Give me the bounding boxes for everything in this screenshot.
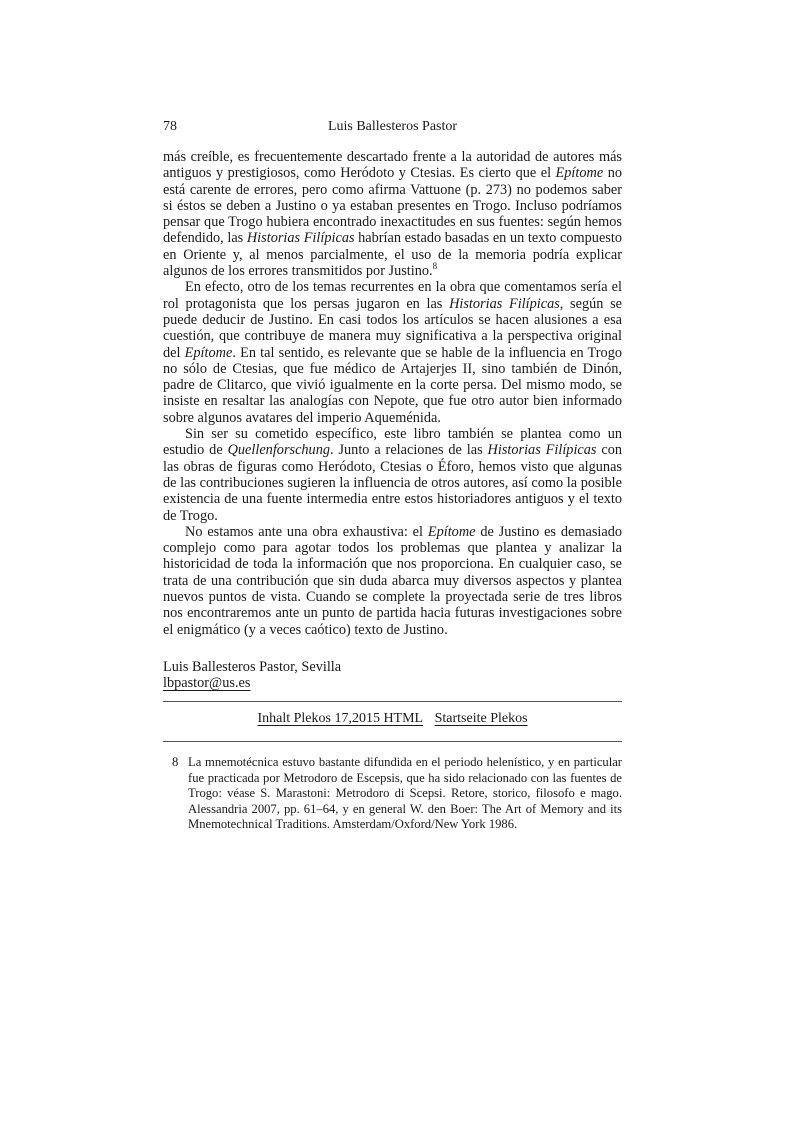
home-link[interactable]: Startseite Plekos: [434, 711, 528, 726]
text-run: Sin ser su cometido específico, este libro también se plantea como un estudio de: [163, 426, 622, 459]
text-run: no está carente de errores, pero como afirma Vattuone (p. 273) no podemos saber si éstos se deben a Justino o ya estaban presentes en Trogo. Incluso podríamos pensar que Trogo hubiera encontrado inexactitudes en sus fuentes: según hemos defendido, las: [163, 165, 622, 247]
footnote-text: La mnemotécnica estuvo bastante difundida en el periodo helenístico, y en particular fue practicada por Metrodoro de Escepsis, que ha sido relacionado con las fuentes de Trogo: véase S. Marastoni: Metrodoro di Scepsi. Retore, storico, filosofo e mago. Alessandria 2007, pp. 61–64, y en general W. den Boer: The Art of Memory and its Mnemotechnical Traditions. Amsterdam/Oxford/New York 1986.: [188, 755, 622, 831]
italic-text: Epítome: [555, 165, 604, 182]
running-title: Luis Ballesteros Pastor: [327, 119, 458, 134]
italic-text: Epítome: [184, 344, 233, 361]
article-body: [163, 149, 622, 638]
author-name: Luis Ballesteros Pastor, Sevilla: [163, 659, 342, 675]
author-email-link[interactable]: lbpastor@us.es: [163, 675, 251, 692]
divider: [163, 701, 622, 702]
text-run: En efecto, otro de los temas recurrentes en la obra que comentamos sería el rol protagonista que los persas jugaron en las: [163, 279, 622, 312]
text-run: de Justino es demasiado complejo como para agotar todos los problemas que plantea y analizar la historicidad de toda la información que nos proporciona. En cualquier caso, se trata de una contribución que sin duda abarca muy diversos aspectos y plantea nuevos puntos de vista. Cuando se complete la proyectada serie de tres libros nos encontraremos ante un punto de partida hacia futuras investigaciones sobre el enigmático (y a veces caótico) texto de Justino.: [163, 523, 622, 638]
page-number: 78: [163, 119, 177, 134]
italic-text: Historias Filípicas: [246, 230, 355, 247]
text-run: habrían estado basadas en un texto compuesto en Oriente y, al menos parcialmente, el uso de la memoria podría explicar algunos de los errores transmitidos por Justino.: [163, 230, 622, 280]
text-run: . En tal sentido, es relevante que se hable de la influencia en Trogo no sólo de Ctesias, que fue médico de Artajerjes II, sino también de Dinón, padre de Clitarco, que vivió igualmente en la corte persa. Del mismo modo, se insiste en resaltar las analogías con Nepote, que fue otro autor bien informado sobre algunos avatares del imperio Aqueménida.: [163, 344, 622, 426]
italic-text: Historias Filípicas: [449, 295, 560, 312]
paragraph: [163, 149, 622, 279]
italic-text: Epítome: [427, 523, 476, 540]
footnote-number: 8: [172, 755, 179, 769]
text-run: No estamos ante una obra exhaustiva: el: [185, 523, 428, 540]
paragraph: [163, 279, 622, 426]
text-run: más creíble, es frecuentemente descartado frente a la autoridad de autores más antiguos y prestigiosos, como Heródoto y Ctesias. Es cierto que el: [163, 149, 622, 182]
contents-link[interactable]: Inhalt Plekos 17,2015 HTML: [257, 711, 424, 726]
footnote: [163, 755, 622, 833]
signature-block: [163, 659, 341, 692]
paragraph: [163, 426, 622, 524]
text-run: . Junto a relaciones de las: [330, 442, 488, 459]
nav-links: [163, 711, 622, 727]
paragraph: [163, 524, 622, 638]
italic-text: Quellenforschung: [227, 442, 331, 459]
text-run: , según se puede deducir de Justino. En casi todos los artículos se hacen alusiones a esa cuestión, que contribuye de manera muy significativa a la perspectiva original del: [163, 295, 622, 361]
text-run: con las obras de figuras como Heródoto, Ctesias o Éforo, hemos visto que algunas de las contribuciones sugieren la influencia de otros autores, así como la posible existencia de una fuente intermedia entre estos historiadores antiguos y el texto de Trogo.: [163, 442, 623, 524]
footnote-ref: 8: [432, 261, 438, 272]
divider: [163, 741, 622, 742]
italic-text: Historias Filípicas: [487, 442, 597, 459]
